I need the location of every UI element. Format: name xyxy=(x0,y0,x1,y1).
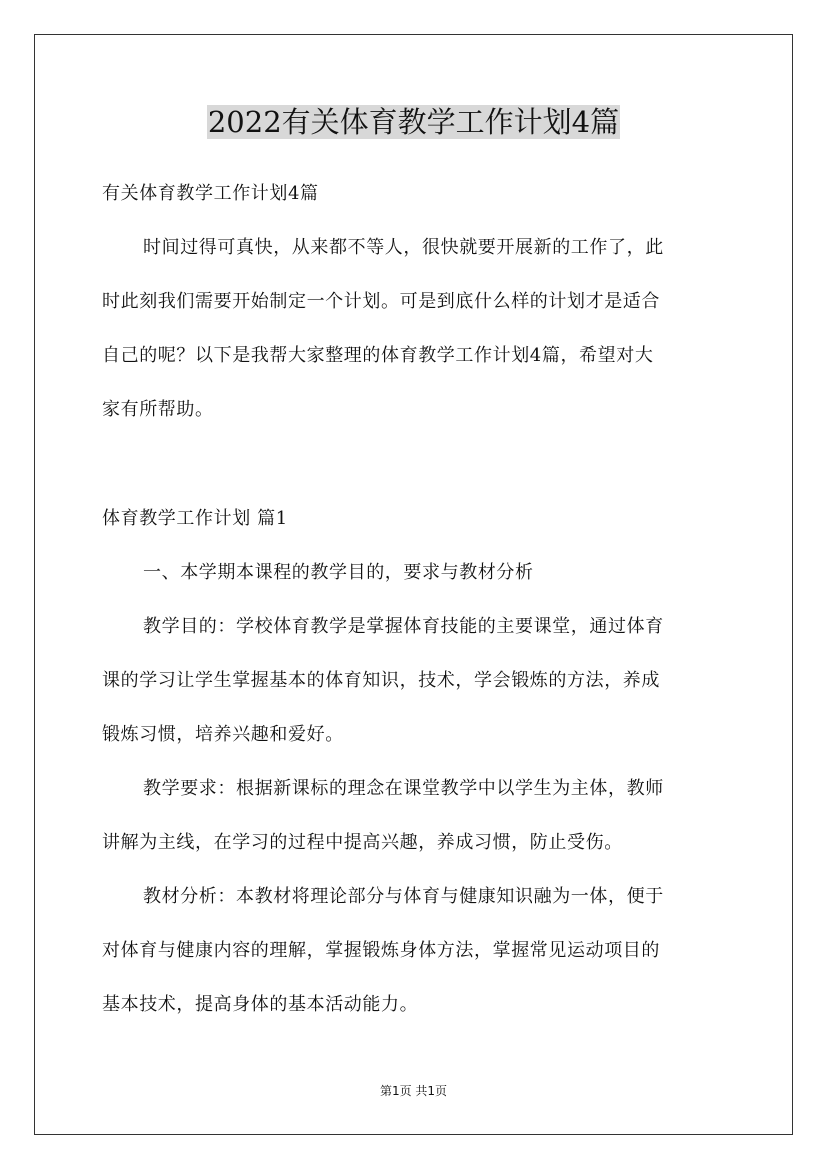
document-title xyxy=(0,97,827,147)
intro-line-1: 时间过得可真快，从来都不等人，很快就要开展新的工作了，此 xyxy=(143,237,664,258)
section-heading: 体育教学工作计划 篇1 xyxy=(102,508,288,529)
goal-line-3: 锻炼习惯，培养兴趣和爱好。 xyxy=(102,724,344,745)
intro-line-3: 自己的呢？以下是我帮大家整理的体育教学工作计划4篇，希望对大 xyxy=(102,345,654,366)
requirement-line-2: 讲解为主线，在学习的过程中提高兴趣，养成习惯，防止受伤。 xyxy=(102,832,623,853)
material-line-1: 教材分析：本教材将理论部分与体育与健康知识融为一体，便于 xyxy=(143,886,664,907)
document-title-text: 2022有关体育教学工作计划4篇 xyxy=(207,105,620,139)
goal-line-2: 课的学习让学生掌握基本的体育知识，技术，学会锻炼的方法，养成 xyxy=(102,670,660,691)
requirement-line-1: 教学要求：根据新课标的理念在课堂教学中以学生为主体，教师 xyxy=(143,778,664,799)
item-heading-1: 一、本学期本课程的教学目的，要求与教材分析 xyxy=(143,562,534,583)
intro-line-4: 家有所帮助。 xyxy=(102,399,214,420)
document-subtitle: 有关体育教学工作计划4篇 xyxy=(102,183,319,204)
material-line-3: 基本技术，提高身体的基本活动能力。 xyxy=(102,994,419,1015)
material-line-2: 对体育与健康内容的理解，掌握锻炼身体方法，掌握常见运动项目的 xyxy=(102,940,660,961)
page-footer: 第1页 共1页 xyxy=(379,1084,448,1098)
goal-line-1: 教学目的：学校体育教学是掌握体育技能的主要课堂，通过体育 xyxy=(143,616,664,637)
intro-line-2: 时此刻我们需要开始制定一个计划。可是到底什么样的计划才是适合 xyxy=(102,291,660,312)
